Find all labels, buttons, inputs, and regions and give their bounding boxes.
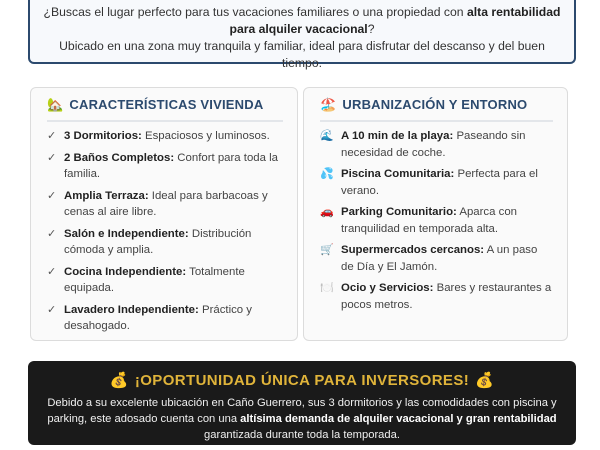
list-item: 💦 Piscina Comunitaria: Perfecta para el verano. xyxy=(320,168,538,197)
check-icon: ✓ xyxy=(47,130,57,142)
car-icon: 🚗 xyxy=(320,206,334,218)
investor-banner xyxy=(28,361,576,445)
check-icon: ✓ xyxy=(47,151,57,164)
check-icon: ✓ xyxy=(47,303,57,316)
intro-line-1: ¿Buscas el lugar perfecto para tus vacaciones familiares o una propiedad con alta rentabilidad para alquiler vacacional? xyxy=(43,5,561,36)
list-item: ✓ Lavadero Independiente: Práctico y desahogado. xyxy=(47,303,253,332)
list-item: 🛒 Supermercados cercanos: A un paso de Día y El Jamón. xyxy=(320,244,538,273)
intro-line-2: Ubicado en una zona muy tranquila y familiar, ideal para disfrutar del descanso y del buen tiempo. xyxy=(59,39,545,70)
list-item: ✓ Cocina Independiente: Totalmente equipada. xyxy=(47,265,245,294)
list-item: ✓ 3 Dormitorios: Espaciosos y luminosos. xyxy=(47,128,283,145)
banner-title: 💰 ¡OPORTUNIDAD ÚNICA PARA INVERSORES! 💰 xyxy=(109,371,495,389)
vivienda-card xyxy=(30,87,298,341)
droplets-icon: 💦 xyxy=(320,168,334,180)
entorno-title: 🏖️ URBANIZACIÓN Y ENTORNO xyxy=(320,96,553,122)
wave-icon: 🌊 xyxy=(320,130,334,142)
vivienda-title: 🏡 CARACTERÍSTICAS VIVIENDA xyxy=(47,96,283,122)
check-icon: ✓ xyxy=(47,189,57,202)
list-item: 🍽️ Ocio y Servicios: Bares y restaurantes a pocos metros. xyxy=(320,282,552,311)
house-icon: 🏡 xyxy=(47,96,64,112)
check-icon: ✓ xyxy=(47,265,57,278)
banner-text: Debido a su excelente ubicación en Caño Guerrero, sus 3 dormitorios y las comodidades con piscina y parking, este adosado cuenta con una altísima demanda de alquiler vacacional y gran rentabilidad garantizada durante toda la temporada. xyxy=(47,397,557,441)
list-item: 🌊 A 10 min de la playa: Paseando sin necesidad de coche. xyxy=(320,130,526,159)
check-icon: ✓ xyxy=(47,227,57,240)
beach-icon: 🏖️ xyxy=(320,96,337,112)
money-bag-icon: 💰 xyxy=(475,372,495,389)
fork-knife-icon: 🍽️ xyxy=(320,282,334,294)
money-bag-icon: 💰 xyxy=(109,372,129,389)
list-item: 🚗 Parking Comunitario: Aparca con tranquilidad en temporada alta. xyxy=(320,206,517,235)
list-item: ✓ 2 Baños Completos: Confort para toda la familia. xyxy=(47,151,278,180)
intro-box xyxy=(28,0,576,70)
entorno-list xyxy=(320,128,553,313)
list-item: ✓ Amplia Terraza: Ideal para barbacoas y cenas al aire libre. xyxy=(47,189,268,218)
cart-icon: 🛒 xyxy=(320,244,334,256)
list-item: ✓ Salón e Independiente: Distribución cómoda y amplia. xyxy=(47,227,252,256)
entorno-card xyxy=(303,87,568,341)
vivienda-list xyxy=(47,128,283,335)
